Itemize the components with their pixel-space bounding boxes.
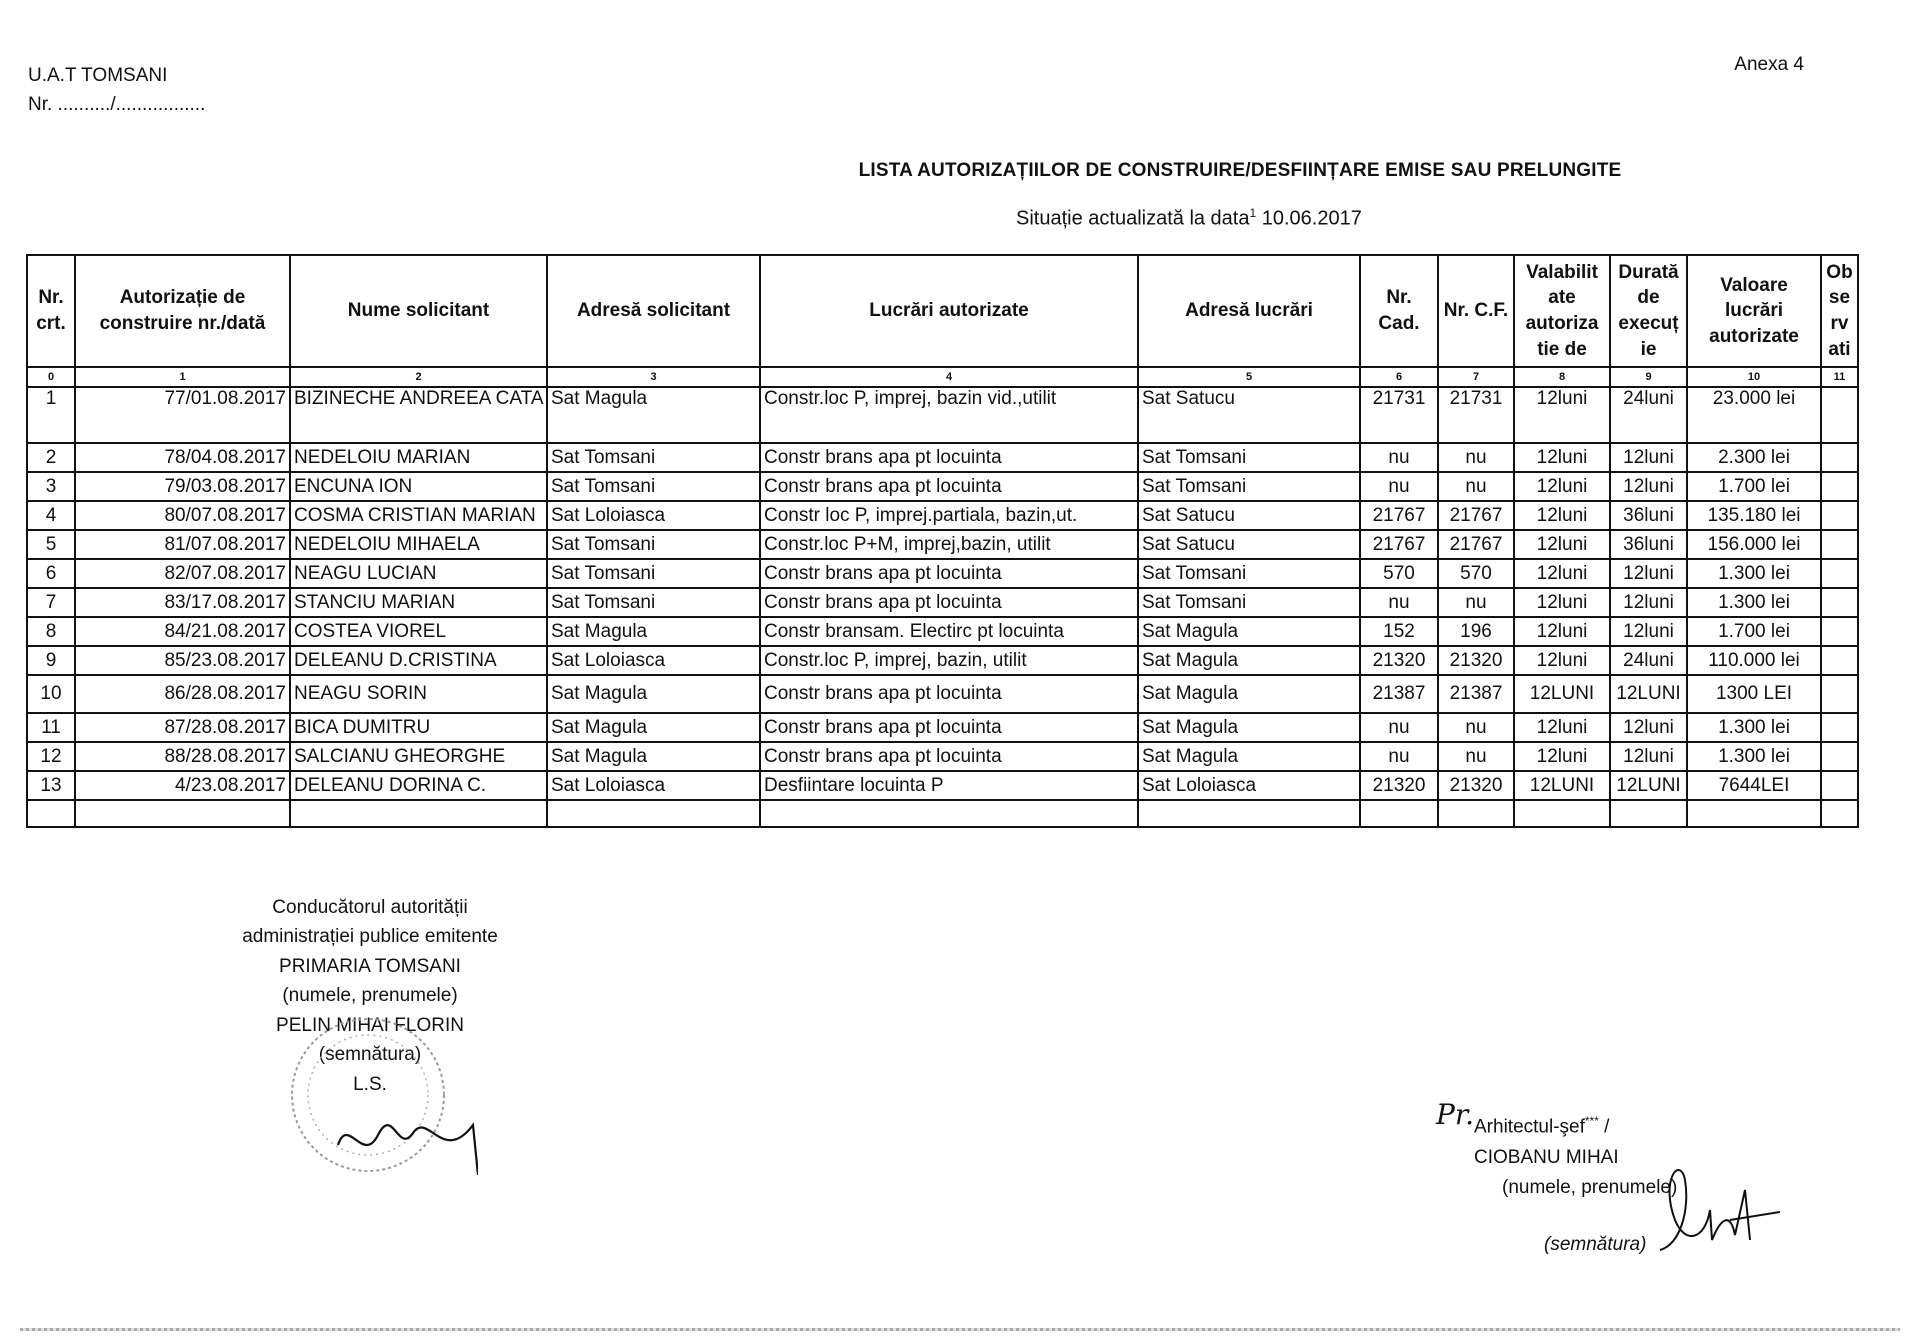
table-cell: 21320 — [1360, 771, 1438, 800]
table-header-row — [27, 255, 1858, 367]
issuer-seal-mark: L.S. — [353, 1073, 387, 1095]
table-cell: nu — [1438, 742, 1514, 771]
column-index-cell: 7 — [1438, 367, 1514, 387]
table-row — [27, 646, 1858, 675]
table-cell: nu — [1360, 713, 1438, 742]
table-cell — [1821, 530, 1858, 559]
column-index-row — [27, 367, 1858, 387]
table-cell: 156.000 lei — [1687, 530, 1821, 559]
table-cell — [547, 800, 760, 827]
table-cell: 23.000 lei — [1687, 387, 1821, 443]
issuer-signature-caption: (semnătura) — [318, 1044, 422, 1066]
table-cell: 21320 — [1360, 646, 1438, 675]
table-cell: 21387 — [1360, 675, 1438, 713]
table-cell: 80/07.08.2017 — [75, 501, 290, 530]
table-cell: BIZINECHE ANDREEA CATA — [290, 387, 547, 443]
column-index-cell: 11 — [1821, 367, 1858, 387]
table-cell: nu — [1438, 713, 1514, 742]
table-cell: Sat Magula — [1138, 675, 1360, 713]
table-cell — [1821, 501, 1858, 530]
table-cell: 1.300 lei — [1687, 588, 1821, 617]
column-header: Adresă lucrări — [1138, 255, 1360, 367]
table-cell: 2 — [27, 443, 75, 472]
document-title: LISTA AUTORIZAȚIILOR DE CONSTRUIRE/DESFIINȚARE EMISE SAU PRELUNGITE — [858, 160, 1622, 181]
table-cell: Constr.loc P+M, imprej,bazin, utilit — [760, 530, 1138, 559]
table-cell: NEAGU SORIN — [290, 675, 547, 713]
table-cell: 12luni — [1514, 588, 1610, 617]
table-cell: Constr brans apa pt locuinta — [760, 443, 1138, 472]
table-cell: 110.000 lei — [1687, 646, 1821, 675]
table-cell: 12LUNI — [1610, 675, 1687, 713]
table-cell: 5 — [27, 530, 75, 559]
table-cell — [1438, 800, 1514, 827]
table-row — [27, 559, 1858, 588]
table-cell: 3 — [27, 472, 75, 501]
table-cell: Sat Magula — [547, 387, 760, 443]
table-cell: 21767 — [1438, 501, 1514, 530]
table-cell: 24luni — [1610, 646, 1687, 675]
table-cell: 12luni — [1610, 742, 1687, 771]
issuer-role-line1: Conducătorul autorității — [272, 897, 468, 918]
table-cell: Sat Tomsani — [1138, 443, 1360, 472]
table-cell: 12luni — [1514, 713, 1610, 742]
table-cell: 77/01.08.2017 — [75, 387, 290, 443]
table-cell: 11 — [27, 713, 75, 742]
registration-number: Nr. ........../................. — [28, 93, 206, 115]
table-cell: 1.700 lei — [1687, 472, 1821, 501]
table-cell: Sat Magula — [1138, 713, 1360, 742]
table-cell: 2.300 lei — [1687, 443, 1821, 472]
table-cell: nu — [1360, 742, 1438, 771]
architect-signature-icon — [1650, 1150, 1790, 1260]
table-cell: 196 — [1438, 617, 1514, 646]
table-row — [27, 472, 1858, 501]
table-cell: 12luni — [1514, 617, 1610, 646]
table-cell: NEDELOIU MIHAELA — [290, 530, 547, 559]
column-header: Nr. crt. — [27, 255, 75, 367]
table-cell: 1.300 lei — [1687, 559, 1821, 588]
table-cell: 12LUNI — [1610, 771, 1687, 800]
table-cell — [1821, 771, 1858, 800]
table-cell: 12luni — [1610, 443, 1687, 472]
table-cell: nu — [1438, 588, 1514, 617]
table-cell: 36luni — [1610, 530, 1687, 559]
issuer-name: PELIN MIHAI FLORIN — [276, 1014, 464, 1036]
table-cell: Sat Magula — [1138, 617, 1360, 646]
table-cell: 1.300 lei — [1687, 713, 1821, 742]
column-header: Ob se rv ati — [1821, 255, 1858, 367]
column-index-cell: 3 — [547, 367, 760, 387]
table-cell: 13 — [27, 771, 75, 800]
table-cell: 12luni — [1514, 742, 1610, 771]
table-cell: Sat Tomsani — [1138, 559, 1360, 588]
table-cell: 78/04.08.2017 — [75, 443, 290, 472]
table-cell — [1821, 800, 1858, 827]
table-cell: Constr.loc P, imprej, bazin, utilit — [760, 646, 1138, 675]
table-cell: Sat Tomsani — [547, 559, 760, 588]
table-cell: 88/28.08.2017 — [75, 742, 290, 771]
table-cell: 79/03.08.2017 — [75, 472, 290, 501]
table-row — [27, 713, 1858, 742]
column-header: Nr. Cad. — [1360, 255, 1438, 367]
table-cell: 570 — [1360, 559, 1438, 588]
table-cell: Sat Magula — [547, 713, 760, 742]
column-index-cell: 4 — [760, 367, 1138, 387]
table-cell: 12 — [27, 742, 75, 771]
table-cell: Sat Tomsani — [547, 588, 760, 617]
table-cell: NEDELOIU MARIAN — [290, 443, 547, 472]
column-header: Nr. C.F. — [1438, 255, 1514, 367]
table-cell: Sat Satucu — [1138, 501, 1360, 530]
issuer-role-line2: administrației publice emitente — [242, 926, 498, 948]
table-cell: Sat Tomsani — [1138, 588, 1360, 617]
table-cell: 12luni — [1610, 713, 1687, 742]
table-cell — [1821, 742, 1858, 771]
column-header: Autorizație de construire nr./dată — [75, 255, 290, 367]
table-cell: 24luni — [1610, 387, 1687, 443]
table-cell: nu — [1438, 443, 1514, 472]
table-cell: 12luni — [1610, 588, 1687, 617]
table-cell: 87/28.08.2017 — [75, 713, 290, 742]
table-cell: 12luni — [1514, 646, 1610, 675]
column-header: Durată de execuț ie — [1610, 255, 1687, 367]
table-cell: 85/23.08.2017 — [75, 646, 290, 675]
table-cell: COSMA CRISTIAN MARIAN — [290, 501, 547, 530]
table-cell — [290, 800, 547, 827]
table-cell: 21767 — [1360, 530, 1438, 559]
table-cell: 10 — [27, 675, 75, 713]
table-cell — [1821, 443, 1858, 472]
table-cell: Constr brans apa pt locuinta — [760, 742, 1138, 771]
permits-table — [26, 254, 1859, 828]
table-cell — [1360, 800, 1438, 827]
table-cell: NEAGU LUCIAN — [290, 559, 547, 588]
table-row — [27, 501, 1858, 530]
architect-signature-caption: (semnătura) — [1544, 1233, 1647, 1255]
architect-name: CIOBANU MIHAI — [1474, 1146, 1619, 1168]
table-cell: 12LUNI — [1514, 771, 1610, 800]
table-cell — [1821, 646, 1858, 675]
footnote-mark: 1 — [1249, 206, 1257, 220]
table-cell: 9 — [27, 646, 75, 675]
column-index-cell: 10 — [1687, 367, 1821, 387]
table-cell: Sat Satucu — [1138, 530, 1360, 559]
column-index-cell: 8 — [1514, 367, 1610, 387]
table-cell: Constr brans apa pt locuinta — [760, 675, 1138, 713]
date-value: 10.06.2017 — [1261, 207, 1362, 230]
issuer-name-caption: (numele, prenumele) — [282, 985, 458, 1007]
table-cell: Sat Magula — [547, 675, 760, 713]
table-cell: Sat Magula — [1138, 742, 1360, 771]
column-header: Valabilit ate autoriza tie de — [1514, 255, 1610, 367]
table-cell: 12luni — [1514, 501, 1610, 530]
table-cell: Constr bransam. Electirc pt locuinta — [760, 617, 1138, 646]
table-cell: 21731 — [1360, 387, 1438, 443]
table-cell — [1821, 617, 1858, 646]
table-cell: DELEANU DORINA C. — [290, 771, 547, 800]
table-row — [27, 387, 1858, 443]
table-cell: Desfiintare locuinta P — [760, 771, 1138, 800]
table-cell: Sat Magula — [547, 617, 760, 646]
date-prefix: Situație actualizată la data — [1016, 207, 1250, 230]
table-cell: 12luni — [1610, 472, 1687, 501]
annex-label: Anexa 4 — [1734, 54, 1804, 75]
table-cell: DELEANU D.CRISTINA — [290, 646, 547, 675]
table-cell: 7 — [27, 588, 75, 617]
table-cell: 83/17.08.2017 — [75, 588, 290, 617]
table-cell — [75, 800, 290, 827]
table-cell: 12luni — [1514, 387, 1610, 443]
table-cell: Constr brans apa pt locuinta — [760, 588, 1138, 617]
table-cell: Sat Magula — [547, 742, 760, 771]
table-cell: 1.300 lei — [1687, 742, 1821, 771]
table-cell: Sat Loloiasca — [547, 646, 760, 675]
column-header: Adresă solicitant — [547, 255, 760, 367]
official-stamp-icon — [268, 1015, 478, 1185]
architect-role: Arhitectul-şef*** / — [1474, 1114, 1610, 1138]
table-cell: 570 — [1438, 559, 1514, 588]
table-cell: Constr brans apa pt locuinta — [760, 713, 1138, 742]
table-cell: 84/21.08.2017 — [75, 617, 290, 646]
table-cell: SALCIANU GHEORGHE — [290, 742, 547, 771]
table-cell: Sat Loloiasca — [547, 501, 760, 530]
table-row — [27, 617, 1858, 646]
table-cell: 12luni — [1514, 443, 1610, 472]
table-cell — [760, 800, 1138, 827]
table-cell: nu — [1360, 443, 1438, 472]
table-cell: 21320 — [1438, 771, 1514, 800]
column-index-cell: 5 — [1138, 367, 1360, 387]
table-cell — [1138, 800, 1360, 827]
table-cell: ENCUNA ION — [290, 472, 547, 501]
table-cell: nu — [1360, 472, 1438, 501]
table-cell: Constr loc P, imprej.partiala, bazin,ut. — [760, 501, 1138, 530]
table-row — [27, 742, 1858, 771]
table-cell: Constr brans apa pt locuinta — [760, 472, 1138, 501]
table-cell — [1821, 675, 1858, 713]
table-cell: 21731 — [1438, 387, 1514, 443]
table-cell: nu — [1438, 472, 1514, 501]
table-cell — [1821, 713, 1858, 742]
table-cell: nu — [1360, 588, 1438, 617]
table-cell: BICA DUMITRU — [290, 713, 547, 742]
column-index-cell: 2 — [290, 367, 547, 387]
table-cell: 1 — [27, 387, 75, 443]
table-row — [27, 800, 1858, 827]
table-cell — [1821, 472, 1858, 501]
column-index-cell: 6 — [1360, 367, 1438, 387]
table-row — [27, 771, 1858, 800]
architect-signature-block — [1474, 1112, 1677, 1260]
column-header: Valoare lucrări autorizate — [1687, 255, 1821, 367]
table-cell: 8 — [27, 617, 75, 646]
column-header: Nume solicitant — [290, 255, 547, 367]
table-cell: 12luni — [1610, 617, 1687, 646]
table-cell: 4/23.08.2017 — [75, 771, 290, 800]
table-cell: 36luni — [1610, 501, 1687, 530]
column-index-cell: 1 — [75, 367, 290, 387]
table-cell: 152 — [1360, 617, 1438, 646]
table-row — [27, 675, 1858, 713]
table-cell: 1300 LEI — [1687, 675, 1821, 713]
table-cell: 21320 — [1438, 646, 1514, 675]
table-cell: 12LUNI — [1514, 675, 1610, 713]
table-cell: 82/07.08.2017 — [75, 559, 290, 588]
architect-name-caption: (numele, prenumele) — [1502, 1177, 1678, 1199]
table-cell: STANCIU MARIAN — [290, 588, 547, 617]
table-cell: 135.180 lei — [1687, 501, 1821, 530]
table-cell: 21387 — [1438, 675, 1514, 713]
table-cell — [1821, 559, 1858, 588]
table-cell: 6 — [27, 559, 75, 588]
column-index-cell: 0 — [27, 367, 75, 387]
column-index-cell: 9 — [1610, 367, 1687, 387]
table-cell: Sat Magula — [1138, 646, 1360, 675]
signed-for-mark: Pr. — [1436, 1098, 1475, 1131]
institution-name: U.A.T TOMSANI — [28, 65, 168, 86]
table-cell: COSTEA VIOREL — [290, 617, 547, 646]
table-cell — [1514, 800, 1610, 827]
table-cell: Sat Tomsani — [547, 443, 760, 472]
table-cell: 12luni — [1610, 559, 1687, 588]
table-cell — [27, 800, 75, 827]
table-cell — [1821, 588, 1858, 617]
issuer-institution: PRIMARIA TOMSANI — [279, 955, 461, 977]
table-row — [27, 443, 1858, 472]
table-cell — [1687, 800, 1821, 827]
table-cell: 86/28.08.2017 — [75, 675, 290, 713]
table-row — [27, 588, 1858, 617]
column-header: Lucrări autorizate — [760, 255, 1138, 367]
table-cell: 1.700 lei — [1687, 617, 1821, 646]
table-cell: 4 — [27, 501, 75, 530]
document-header — [28, 62, 205, 119]
table-cell: Constr.loc P, imprej, bazin vid.,utilit — [760, 387, 1138, 443]
table-cell: Sat Tomsani — [1138, 472, 1360, 501]
table-cell: 21767 — [1438, 530, 1514, 559]
table-cell: 12luni — [1514, 472, 1610, 501]
table-cell: 12luni — [1514, 530, 1610, 559]
table-row — [27, 530, 1858, 559]
table-cell: Constr brans apa pt locuinta — [760, 559, 1138, 588]
table-cell: Sat Loloiasca — [547, 771, 760, 800]
table-cell: 21767 — [1360, 501, 1438, 530]
table-cell: Sat Tomsani — [547, 530, 760, 559]
table-cell — [1610, 800, 1687, 827]
table-cell: Sat Satucu — [1138, 387, 1360, 443]
scan-footer-line — [20, 1328, 1900, 1331]
document-date-line — [1016, 206, 1362, 231]
table-cell: Sat Loloiasca — [1138, 771, 1360, 800]
table-cell: Sat Tomsani — [547, 472, 760, 501]
table-cell: 7644LEI — [1687, 771, 1821, 800]
table-cell — [1821, 387, 1858, 443]
table-cell: 81/07.08.2017 — [75, 530, 290, 559]
table-cell: 12luni — [1514, 559, 1610, 588]
